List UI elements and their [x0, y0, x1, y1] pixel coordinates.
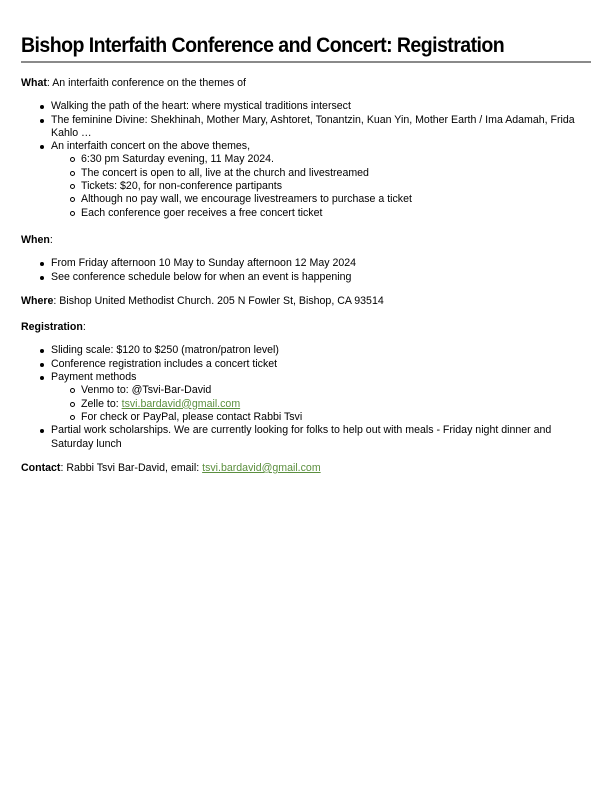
document-page [21, 33, 591, 475]
title-divider [21, 61, 591, 63]
when-label: When [21, 233, 50, 246]
where-text: : Bishop United Methodist Church. 205 N Fowler St, Bishop, CA 93514 [53, 294, 384, 307]
bullet-icon [40, 105, 44, 109]
list-item [21, 358, 591, 371]
registration-suffix: : [82, 321, 86, 334]
circle-bullet-icon [70, 211, 75, 216]
circle-bullet-icon [70, 157, 75, 162]
circle-bullet-icon [70, 388, 75, 393]
concert-sublist [51, 153, 591, 219]
list-item [21, 271, 591, 284]
sublist-item-text: Each conference goer receives a free concert ticket [81, 206, 323, 219]
bullet-icon [40, 349, 44, 353]
sublist-item-text: Tickets: $20, for non-conference partipants [81, 180, 282, 193]
what-line [21, 77, 591, 90]
sublist-item-text: Although no pay wall, we encourage livestreamers to purchase a ticket [81, 193, 412, 206]
zelle-prefix: Zelle to: [81, 397, 122, 410]
zelle-email-link[interactable]: tsvi.bardavid@gmail.com [121, 397, 241, 410]
list-item [21, 140, 591, 220]
when-line [21, 234, 591, 247]
list-item-text: See conference schedule below for when an event is happening [51, 270, 352, 283]
registration-line [21, 321, 591, 334]
sublist-item-text: The concert is open to all, live at the church and livestreamed [81, 166, 369, 179]
sublist-item [21, 384, 591, 397]
circle-bullet-icon [70, 415, 75, 420]
when-suffix: : [49, 233, 53, 246]
bullet-icon [40, 429, 44, 433]
sublist-item [21, 193, 591, 206]
list-item-text: Conference registration includes a concert ticket [51, 357, 278, 370]
where-label: Where [21, 294, 54, 307]
contact-label: Contact [21, 461, 61, 474]
circle-bullet-icon [70, 171, 75, 176]
bullet-icon [40, 376, 44, 380]
where-line [21, 295, 591, 308]
registration-label: Registration [21, 321, 83, 334]
contact-email-link[interactable]: tsvi.bardavid@gmail.com [202, 461, 321, 474]
list-item [21, 257, 591, 270]
circle-bullet-icon [70, 197, 75, 202]
sublist-item [21, 398, 591, 411]
contact-line [21, 462, 591, 475]
when-list [21, 257, 591, 284]
list-item [21, 100, 591, 113]
bullet-icon [40, 276, 44, 280]
other-payment-text: For check or PayPal, please contact Rabbi Tsvi [81, 410, 303, 423]
what-text: : An interfaith conference on the themes of [46, 77, 246, 89]
payment-sublist [51, 384, 591, 424]
list-item-text: An interfaith concert on the above themes, [51, 140, 251, 153]
sublist-item [21, 411, 591, 424]
list-item [21, 114, 591, 141]
list-item [21, 371, 591, 424]
bullet-icon [40, 262, 44, 266]
venmo-text: Venmo to: @Tsvi-Bar-David [81, 384, 212, 397]
registration-list [21, 344, 591, 450]
list-item-text: From Friday afternoon 10 May to Sunday afternoon 12 May 2024 [51, 257, 357, 270]
list-item-text: The feminine Divine: Shekhinah, Mother Mary, Ashtoret, Tonantzin, Kuan Yin, Mother Earth / Ima Adamah, Frida Kahlo … [51, 113, 575, 139]
circle-bullet-icon [70, 184, 75, 189]
what-list [21, 100, 591, 220]
sublist-item [21, 167, 591, 180]
sublist-item-text: 6:30 pm Saturday evening, 11 May 2024. [81, 153, 274, 166]
page-title: Bishop Interfaith Conference and Concert: Registration [21, 34, 505, 57]
list-item-text: Partial work scholarships. We are currently looking for folks to help out with meals - Friday night dinner and Saturday lunch [51, 424, 552, 450]
bullet-icon [40, 145, 44, 149]
sublist-item [21, 180, 591, 193]
sublist-item [21, 153, 591, 166]
list-item-text: Payment methods [51, 371, 137, 384]
sublist-item [21, 207, 591, 220]
contact-text: : Rabbi Tsvi Bar-David, email: [60, 461, 203, 474]
what-label: What [21, 77, 47, 89]
bullet-icon [40, 363, 44, 367]
bullet-icon [40, 119, 44, 123]
list-item [21, 424, 591, 451]
list-item-text: Walking the path of the heart: where mystical traditions intersect [51, 100, 351, 113]
list-item [21, 344, 591, 357]
circle-bullet-icon [70, 402, 75, 407]
list-item-text: Sliding scale: $120 to $250 (matron/patron level) [51, 344, 279, 357]
